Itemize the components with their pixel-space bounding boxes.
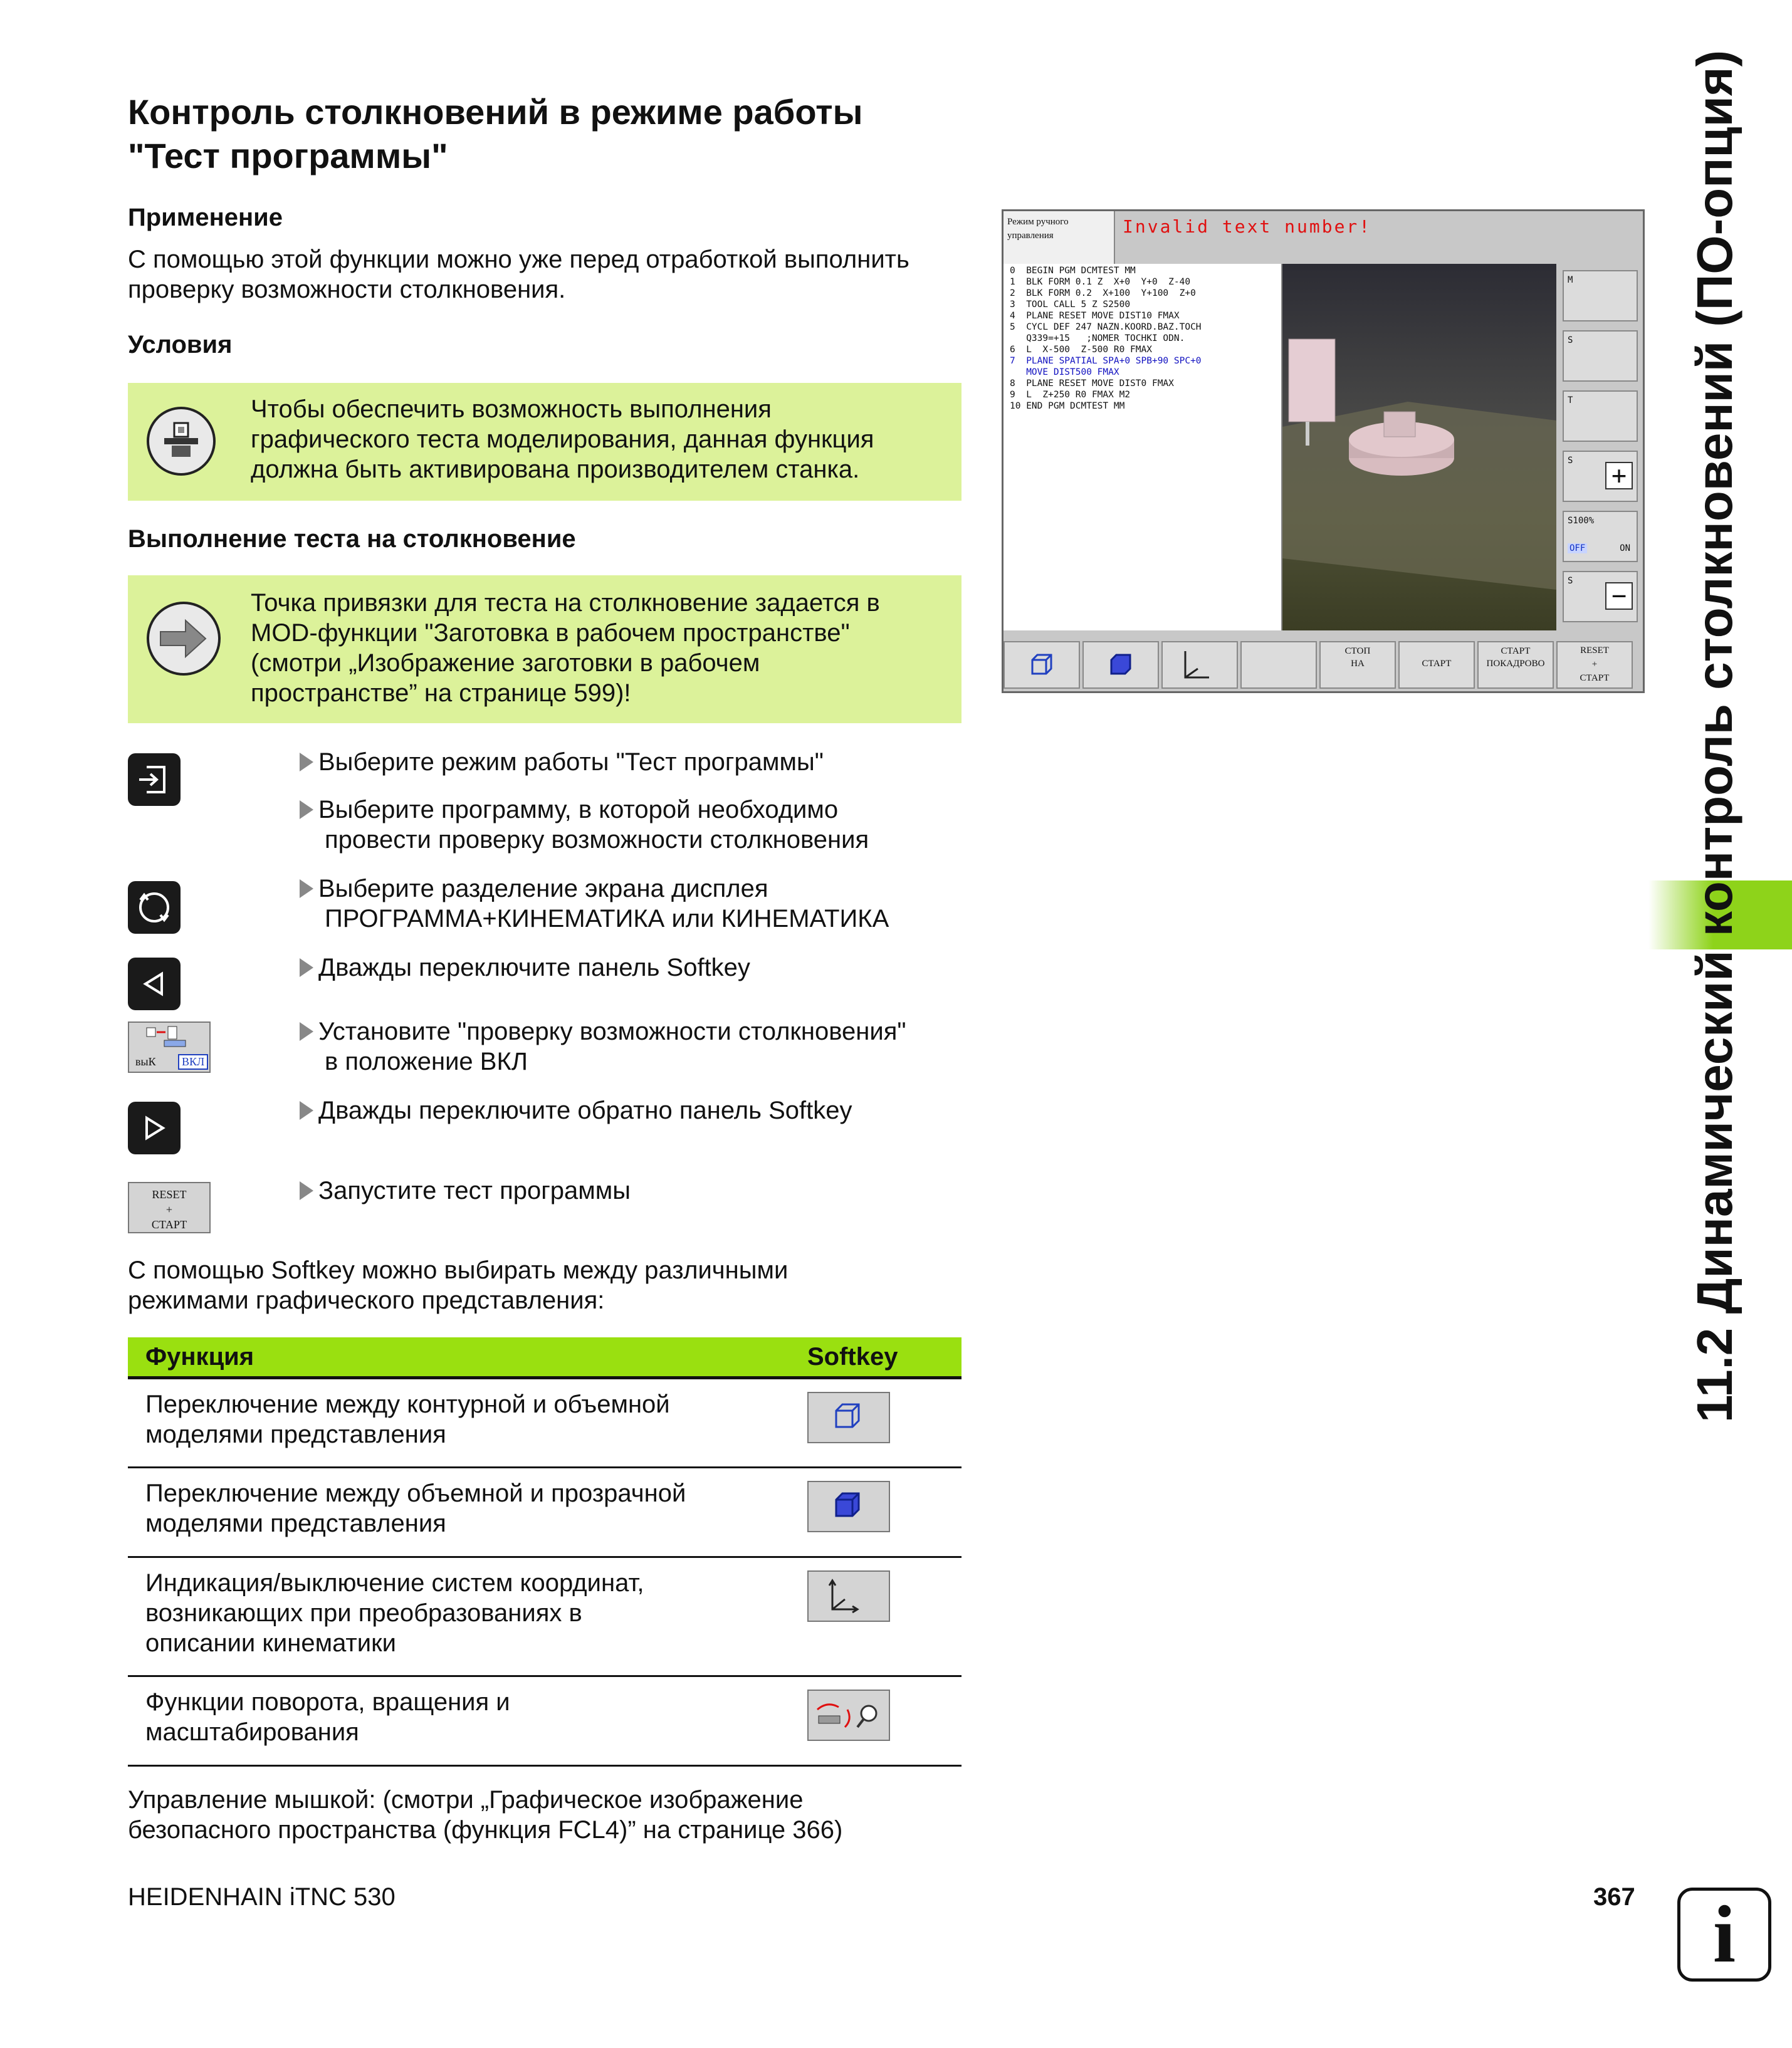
table-row <box>128 1468 961 1557</box>
table-cell-softkey <box>790 1378 961 1468</box>
operating-mode-box: Режим ручного управления <box>1003 211 1115 264</box>
page-title-line2: "Тест программы" <box>128 136 448 175</box>
side-softkey-override[interactable]: S100% OFF ON <box>1563 511 1638 562</box>
page-title-line1: Контроль столкновений в режиме работы <box>128 92 863 132</box>
wireframe-cube-icon[interactable] <box>807 1392 890 1443</box>
kinematics-view <box>1282 264 1556 630</box>
softkey-back-key[interactable] <box>128 958 181 1010</box>
footer-product: HEIDENHAIN iTNC 530 <box>128 1883 396 1911</box>
bullet-triangle-icon <box>300 753 313 771</box>
coordinate-axes-softkey[interactable] <box>1161 641 1238 689</box>
table-cell-softkey <box>790 1557 961 1676</box>
step-7: Запустите тест программы <box>300 1176 977 1206</box>
minus-icon: − <box>1605 582 1633 610</box>
start-softkey[interactable]: СТАРТ <box>1398 641 1475 689</box>
error-message: Invalid text number! <box>1123 216 1372 237</box>
side-softkey-t[interactable]: T <box>1563 390 1638 442</box>
side-softkey-s[interactable]: S <box>1563 330 1638 382</box>
program-listing: 0 BEGIN PGM DCMTEST MM 1 BLK FORM 0.1 Z X+0 Y+0 Z-40 2 BLK FORM 0.2 X+100 Y+100 Z+0 3 TOOL CALL 5 Z S2500 4 PLANE RESET MOVE DIST10 FMAX 5 CYCL DEF 247 NAZN.KOORD.BAZ.TOCH Q339=+15 ;NOMER TOCHKI ODN. 6 L X-500 Z-500 R0 FMAX 7 PLANE SPATIAL SPA+0 SPB+90 SPC+0 MOVE DIST500 FMAX 8 PLANE RESET MOVE DIST0 FMAX 9 L Z+250 R0 FMAX M2 10 END PGM DCMTEST MM <box>1003 264 1282 630</box>
bullet-triangle-icon <box>300 879 313 898</box>
execution-note <box>128 575 961 723</box>
table-cell-function: Функции поворота, вращения и масштабирования <box>128 1676 790 1766</box>
application-text: С помощью этой функции можно уже перед отработкой выполнить проверку возможности столкновения. <box>128 246 909 303</box>
function-table <box>128 1337 961 1767</box>
column-header-function: Функция <box>128 1337 790 1378</box>
plus-icon: + <box>1605 462 1633 489</box>
bullet-triangle-icon <box>300 1181 313 1200</box>
step-5: Установите "проверку возможности столкновения" в положение ВКЛ <box>300 1016 977 1077</box>
step-3: Выберите разделение экрана дисплея ПРОГРАММА+КИНЕМАТИКА или КИНЕМАТИКА <box>300 874 977 934</box>
execution-note-text: Точка привязки для теста на столкновение задается в MOD-функции "Заготовка в рабочем пространстве" (смотри „Изображение заготовки в рабочем пространстве” на странице 599)! <box>251 589 880 707</box>
table-cell-softkey <box>790 1468 961 1557</box>
step-6: Дважды переключите обратно панель Softkey <box>300 1095 977 1126</box>
softkey-forward-key[interactable] <box>128 1102 181 1154</box>
side-softkey-m[interactable]: M <box>1563 270 1638 321</box>
machine-icon <box>147 407 216 476</box>
collision-check-softkey[interactable] <box>128 1021 211 1073</box>
side-softkey-s-plus[interactable]: S + <box>1563 451 1638 502</box>
column-header-softkey: Softkey <box>790 1337 961 1378</box>
conditions-note <box>128 383 961 501</box>
solid-cube-icon[interactable] <box>807 1481 890 1532</box>
side-softkey-bar <box>1556 264 1643 640</box>
conditions-note-text: Чтобы обеспечить возможность выполнения графического теста моделирования, данная функция должна быть активирована производителем станка. <box>251 395 874 483</box>
table-header <box>128 1337 961 1378</box>
softkey-intro: С помощью Softkey можно выбирать между различными режимами графического представления: <box>128 1256 789 1314</box>
collision-on-label: ВКЛ <box>178 1054 208 1070</box>
mouse-control-text: Управление мышкой: (смотри „Графическое изображение безопасного пространства (функция FCL4)” на странице 366) <box>128 1786 843 1844</box>
screen-layout-key[interactable] <box>128 881 181 934</box>
application-heading: Применение <box>128 204 283 231</box>
stop-at-softkey[interactable]: СТОП НА <box>1319 641 1396 689</box>
wireframe-cube-softkey[interactable] <box>1003 641 1080 689</box>
collision-off-label: выК <box>135 1055 156 1068</box>
execution-heading: Выполнение теста на столкновение <box>128 525 576 553</box>
page-title <box>128 90 974 178</box>
table-row <box>128 1676 961 1766</box>
step-4: Дважды переключите панель Softkey <box>300 953 977 983</box>
bullet-triangle-icon <box>300 958 313 977</box>
table-cell-function: Переключение между объемной и прозрачной моделями представления <box>128 1468 790 1557</box>
table-cell-function: Переключение между контурной и объемной моделями представления <box>128 1378 790 1468</box>
page-number: 367 <box>1593 1883 1635 1911</box>
bullet-triangle-icon <box>300 1101 313 1120</box>
table-row <box>128 1557 961 1676</box>
table-cell-softkey <box>790 1676 961 1766</box>
solid-cube-softkey[interactable] <box>1082 641 1159 689</box>
info-icon: i <box>1677 1888 1771 1982</box>
step-2: Выберите программу, в которой необходимо провести проверку возможности столкновения <box>300 795 977 855</box>
table-row <box>128 1378 961 1468</box>
arrow-right-icon <box>147 602 221 676</box>
side-softkey-s-minus[interactable]: S − <box>1563 571 1638 622</box>
empty-softkey[interactable] <box>1240 641 1317 689</box>
bullet-triangle-icon <box>300 800 313 819</box>
coordinate-axes-icon[interactable] <box>807 1570 890 1622</box>
conditions-heading: Условия <box>128 331 233 358</box>
chapter-title: 11.2 Динамический контроль столкновений (ПО-опция) <box>1687 50 1742 1423</box>
single-block-softkey[interactable]: СТАРТ ПОКАДРОВО <box>1477 641 1554 689</box>
reset-start-softkey[interactable]: RESET + СТАРТ <box>128 1182 211 1233</box>
reset-start-screen-softkey[interactable]: RESET + СТАРТ <box>1556 641 1633 689</box>
table-cell-function: Индикация/выключение систем координат, возникающих при преобразованиях в описании кинематики <box>128 1557 790 1676</box>
tnc-screenshot <box>1002 209 1645 693</box>
bottom-softkey-bar <box>1003 637 1643 691</box>
step-1: Выберите режим работы "Тест программы" <box>300 747 977 777</box>
rotate-zoom-icon[interactable] <box>807 1690 890 1741</box>
bullet-triangle-icon <box>300 1022 313 1041</box>
program-test-key[interactable] <box>128 753 181 806</box>
